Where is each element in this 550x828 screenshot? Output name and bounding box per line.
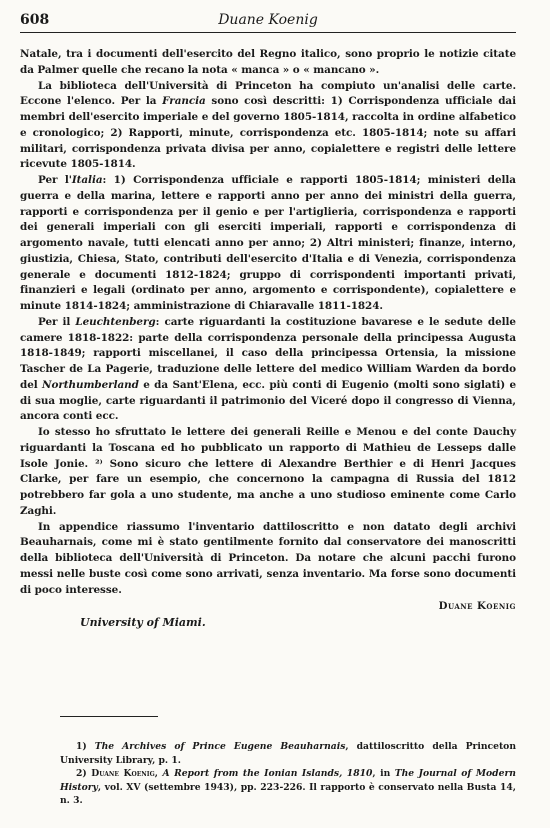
- footnote-2-separator: ,: [154, 768, 163, 779]
- paragraph-4-text-a: Per il: [38, 315, 76, 328]
- paragraph-1: [20, 47, 516, 79]
- term-leuchtenberg: Leuchtenberg: [75, 315, 156, 328]
- paragraph-5: [20, 425, 516, 520]
- paragraph-4: [20, 315, 516, 425]
- footnote-1-title: The Archives of Prince Eugene Beauharnais: [94, 741, 346, 752]
- paragraph-2-text-a: La biblioteca dell'Università di Princeton ha compiuto un'analisi delle carte. Eccone l'elenco. Per la: [20, 79, 516, 108]
- footnote-1: [60, 740, 516, 767]
- paragraph-2-text-b: sono così descritti: 1) Corrispondenza ufficiale dai membri dell'esercito imperiale e del governo 1805-1814, raccolta in ordine alfabetico e cronologico; 2) Rapporti, minute, corrispondenza etc. 1805-1814; note su affari militari, corrispondenza privata divisa per anno, copialettere e registri delle lettere ricevute 1805-1814.: [20, 95, 516, 171]
- paragraph-6-text: In appendice riassumo l'inventario dattiloscritto e non datato degli archivi Beauharnais, come mi è stato gentilmente fornito dal conservatore dei manoscritti della biblioteca dell'Università di Princeton. Da notare che alcuni pacchi furono messi nelle buste così come sono arrivati, senza inventario. Ma forse sono documenti di poco interesse.: [20, 520, 516, 596]
- paragraph-3-text-b: : 1) Corrispondenza ufficiale e rapporti 1805-1814; ministeri della guerra e della marina, lettere e rapporti anno per anno dei ministri della guerra, rapporti e corrispondenza per il genio e per l'artiglieria, corrispondenza e rapporti dei generali imperiali con gli eserciti imperiali, rapporti e corrispondenza di argomento navale, tutti elencati anno per anno; 2) Altri ministeri; finanze, interno, giustizia, Chiesa, Stato, contributi dell'esercito d'Italia e di Venezia, corrispondenza generale e documenti 1812-1824; gruppo di corrispondenti importanti privati, finanzieri e legali (ordinato per anno, argomento e corrispondente), copialettere e minute 1814-1824; amministrazione di Chiaravalle 1811-1824.: [20, 174, 516, 312]
- footnote-2-connector: , in: [372, 768, 395, 779]
- paragraph-3: [20, 173, 516, 315]
- footnote-2-text: , vol. XV (settembre 1943), pp. 223-226. Il rapporto è conservato nella Busta 14, n. 3.: [60, 781, 516, 806]
- footnote-2-author: Duane Koenig: [91, 768, 155, 779]
- page-number: 608: [20, 12, 50, 28]
- footnotes: [60, 740, 516, 808]
- footnote-2: [60, 767, 516, 808]
- term-francia: Francia: [162, 95, 206, 108]
- article-body: [20, 47, 516, 629]
- footnote-2-number: 2): [76, 768, 92, 779]
- paragraph-5-text-b: Sono sicuro che lettere di Alexandre Berthier e di Henri Jacques Clarke, per fare un esempio, che concernono la campagna di Russia del 1812 potrebbero far gola a uno studente, ma anche a uno studioso eminente come Carlo Zaghi.: [20, 457, 516, 517]
- paragraph-1-text: Natale, tra i documenti dell'esercito del Regno italico, sono proprio le notizie citate da Palmer quelle che recano la nota « manca » o « mancano ».: [20, 48, 516, 76]
- paragraph-5-text-a: Io stesso ho sfruttato le lettere dei generali Reille e Menou e del conte Dauchy riguardanti la Toscana ed ho pubblicato un rapporto di Mathieu de Lesseps dalle Isole Jonie.: [20, 426, 516, 470]
- running-title: Duane Koenig: [218, 12, 318, 28]
- paragraph-6: [20, 520, 516, 599]
- author-signature: Duane Koenig: [438, 600, 516, 613]
- paragraph-4-text-c: e da Sant'Elena, ecc. più conti di Eugenio (molti sono siglati) e di sua moglie, carte riguardanti il patrimonio del Viceré dopo il congresso di Vienna, ancora conti ecc.: [20, 378, 516, 423]
- footnote-2-title: A Report from the Ionian Islands, 1810: [162, 768, 373, 779]
- footnote-2-journal: The Journal of Modern History: [60, 768, 516, 793]
- footnote-rule: [60, 716, 158, 717]
- footnote-1-number: 1): [76, 741, 95, 752]
- paragraph-3-text-a: Per l': [38, 174, 72, 186]
- term-northumberland: Northumberland: [42, 378, 139, 391]
- term-italia: Italia: [71, 174, 103, 186]
- page-header: [20, 10, 516, 33]
- author-affiliation: University of Miami.: [80, 616, 206, 630]
- paragraph-4-text-b: : carte riguardanti la costituzione bavarese e le sedute delle camere 1818-1822: parte della corrispondenza personale della principessa Augusta 1818-1849; rapporti miscellanei, il caso della principessa Ortensia, la missione Tascher de La Pagerie, traduzione delle lettere del medico William Warden da bordo del: [20, 315, 516, 391]
- footnote-1-text: , dattiloscritto della Princeton University Library, p. 1.: [60, 741, 516, 766]
- footnote-ref-2: ²⁾: [88, 457, 110, 470]
- paragraph-2: [20, 79, 516, 174]
